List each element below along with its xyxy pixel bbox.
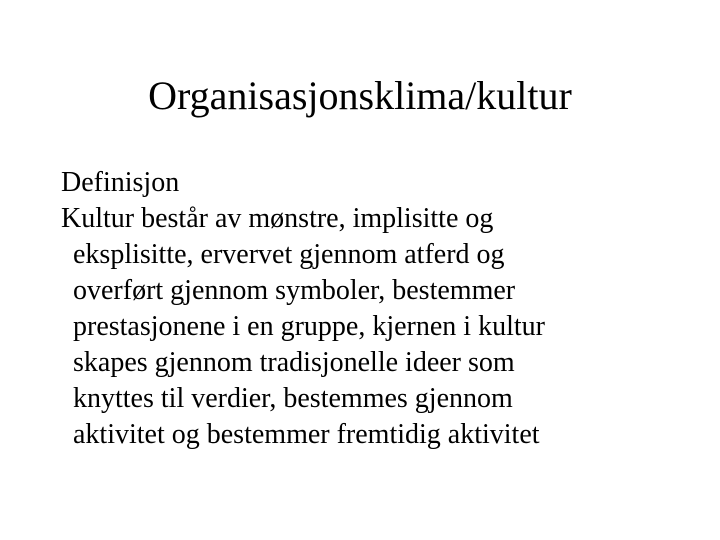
definition-line: aktivitet og bestemmer fremtidig aktivitet xyxy=(73,419,540,450)
definition-line: prestasjonene i en gruppe, kjernen i kultur xyxy=(73,311,545,342)
definition-line: skapes gjennom tradisjonelle ideer som xyxy=(73,347,515,378)
definition-line: eksplisitte, ervervet gjennom atferd og xyxy=(73,239,505,270)
slide-title: Organisasjonsklima/kultur xyxy=(148,73,572,118)
definition-heading: Definisjon xyxy=(61,167,180,198)
definition-line: Kultur består av mønstre, implisitte og xyxy=(61,203,494,234)
definition-line: overført gjennom symboler, bestemmer xyxy=(73,275,516,306)
definition-line: knyttes til verdier, bestemmes gjennom xyxy=(73,383,513,414)
slide-body xyxy=(61,165,681,453)
